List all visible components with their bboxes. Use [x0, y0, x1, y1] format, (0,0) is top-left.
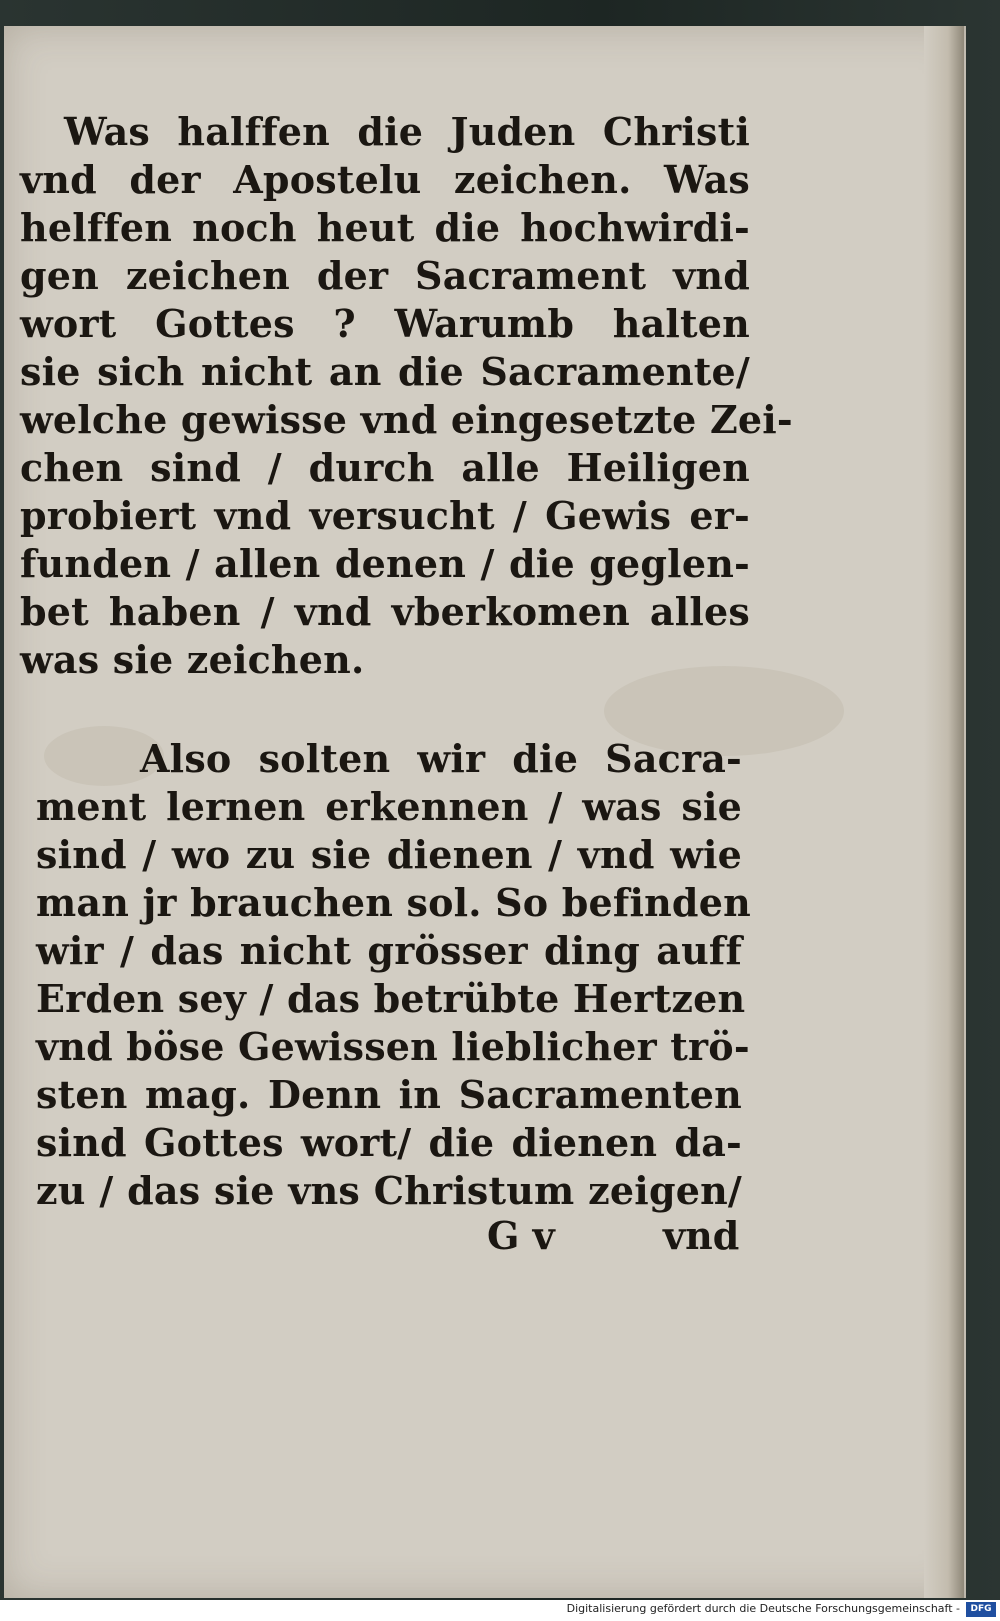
text-line: wir / das nicht grösser ding auff: [36, 928, 742, 973]
text-line: man jr brauchen sol. So befinden: [36, 880, 751, 925]
footer-bar: [0, 1600, 1000, 1621]
text-line: probiert vnd versucht / Gewis er-: [20, 493, 750, 538]
funding-credit: Digitalisierung gefördert durch die Deutsche Forschungsgemeinschaft -: [566, 1602, 960, 1615]
paragraph-2: [36, 735, 751, 1215]
text-line: welche gewisse vnd eingesetzte Zei-: [20, 397, 793, 442]
dfg-logo: DFG: [966, 1602, 996, 1617]
text-line: Also solten wir die Sacra-: [140, 736, 742, 781]
text-line: helffen noch heut die hochwirdi-: [20, 205, 750, 250]
text-line: ment lernen erkennen / was sie: [36, 784, 742, 829]
text-line: Erden sey / das betrübte Hertzen: [36, 976, 746, 1021]
text-line: bet haben / vnd vberkomen alles: [20, 589, 750, 634]
paragraph-1: [20, 108, 793, 684]
signature-mark: G v: [487, 1213, 555, 1258]
text-line: zu / das sie vns Christum zeigen/: [36, 1168, 742, 1213]
text-line: gen zeichen der Sacrament vnd: [20, 253, 750, 298]
text-line: vnd böse Gewissen lieblicher trö-: [36, 1024, 750, 1069]
catchline: [0, 1213, 1000, 1263]
text-line: wort Gottes ? Warumb halten: [20, 301, 750, 346]
text-line: sie sich nicht an die Sacramente/: [20, 349, 750, 394]
page-edge: [924, 26, 964, 1598]
text-line: sind Gottes wort/ die dienen da-: [36, 1120, 742, 1165]
text-line: chen sind / durch alle Heiligen: [20, 445, 750, 490]
text-line: was sie zeichen.: [20, 637, 365, 682]
text-line: sind / wo zu sie dienen / vnd wie: [36, 832, 742, 877]
text-line: vnd der Apostelu zeichen. Was: [20, 157, 750, 202]
text-line: funden / allen denen / die geglen-: [20, 541, 750, 586]
catchword: vnd: [663, 1213, 740, 1258]
text-line: Was halffen die Juden Christi: [64, 109, 750, 154]
text-line: sten mag. Denn in Sacramenten: [36, 1072, 742, 1117]
